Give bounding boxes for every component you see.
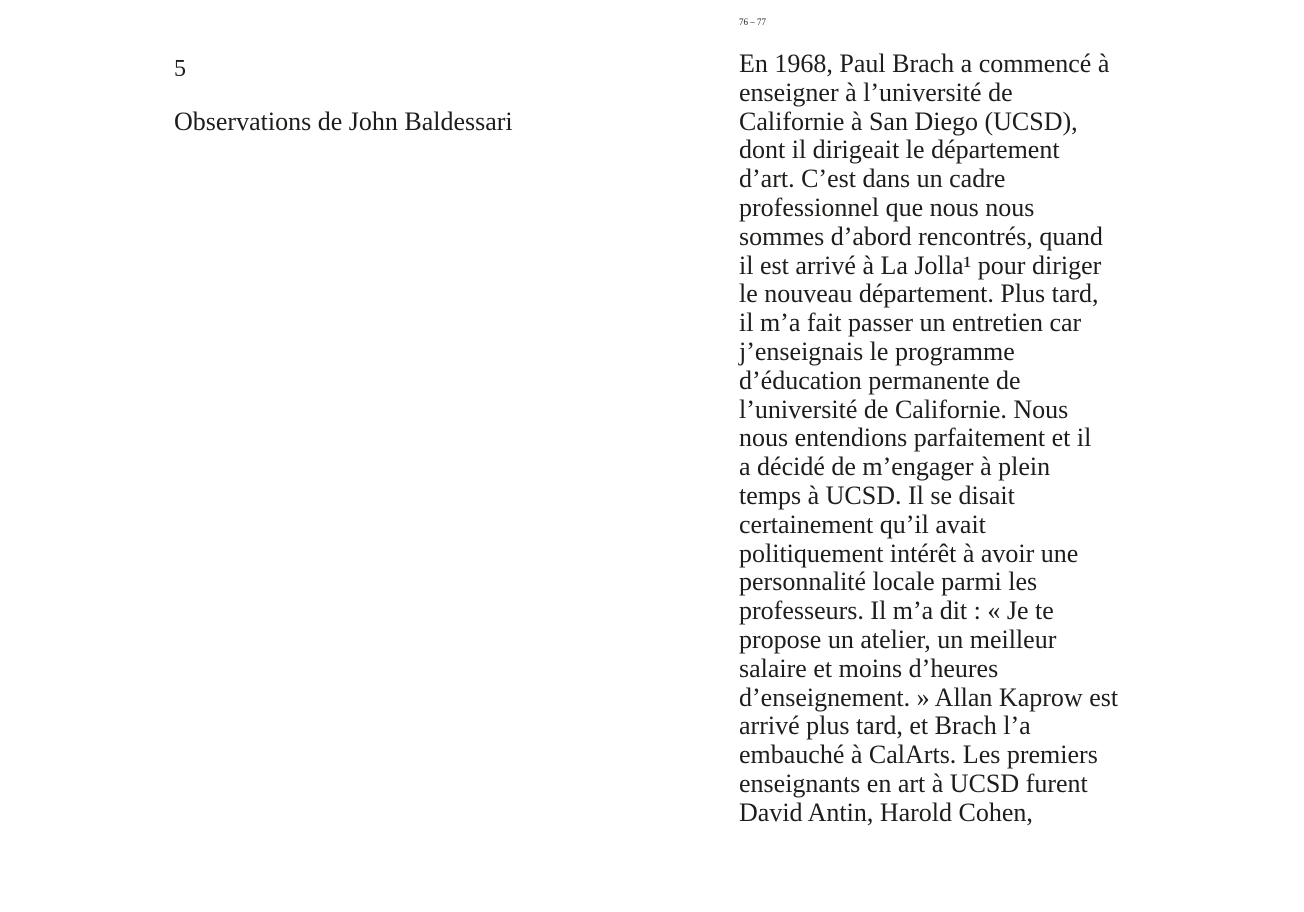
body-line: sommes d’abord rencontrés, quand (739, 221, 1103, 251)
body-line: professeurs. Il m’a dit : « Je te (739, 596, 1054, 626)
right-page (652, 0, 1304, 912)
body-line: a décidé de m’engager à plein (739, 452, 1051, 482)
body-line: le nouveau département. Plus tard, (739, 279, 1099, 309)
body-line: nous entendions parfaitement et il (739, 423, 1092, 453)
body-line: arrivé plus tard, et Brach l’a (739, 711, 1031, 741)
body-line: personnalité locale parmi les (739, 567, 1038, 597)
body-line: d’éducation permanente de (739, 365, 1021, 395)
body-line: l’université de Californie. Nous (739, 394, 1069, 424)
body-line: embauché à CalArts. Les premiers (739, 740, 1098, 770)
page-folio: 76 – 77 (739, 17, 766, 27)
body-line: enseigner à l’université de (739, 77, 1013, 107)
body-line: politiquement intérêt à avoir une (739, 538, 1079, 568)
body-line: j’enseignais le programme (739, 336, 1015, 366)
body-text (739, 50, 1159, 828)
body-line: d’enseignement. » Allan Kaprow est (739, 682, 1119, 712)
chapter-number: 5 (174, 56, 186, 82)
body-line: enseignants en art à UCSD furent (739, 768, 1088, 798)
body-line: Californie à San Diego (UCSD), (739, 106, 1078, 136)
body-line: temps à UCSD. Il se disait (739, 480, 1015, 510)
body-line: propose un atelier, un meilleur (739, 624, 1057, 654)
body-line: professionnel que nous nous (739, 192, 1035, 222)
body-line: certainement qu’il avait (739, 509, 986, 539)
chapter-title: Observations de John Baldessari (174, 107, 513, 136)
body-line: dont il dirigeait le département (739, 135, 1060, 165)
body-line: En 1968, Paul Brach a commencé à (739, 49, 1110, 78)
body-line: il m’a fait passer un entretien car (739, 308, 1082, 338)
body-line: salaire et moins d’heures (739, 653, 999, 683)
body-line: David Antin, Harold Cohen, (739, 797, 1033, 827)
body-line: il est arrivé à La Jolla¹ pour diriger (739, 250, 1102, 280)
body-line: d’art. C’est dans un cadre (739, 164, 1006, 194)
